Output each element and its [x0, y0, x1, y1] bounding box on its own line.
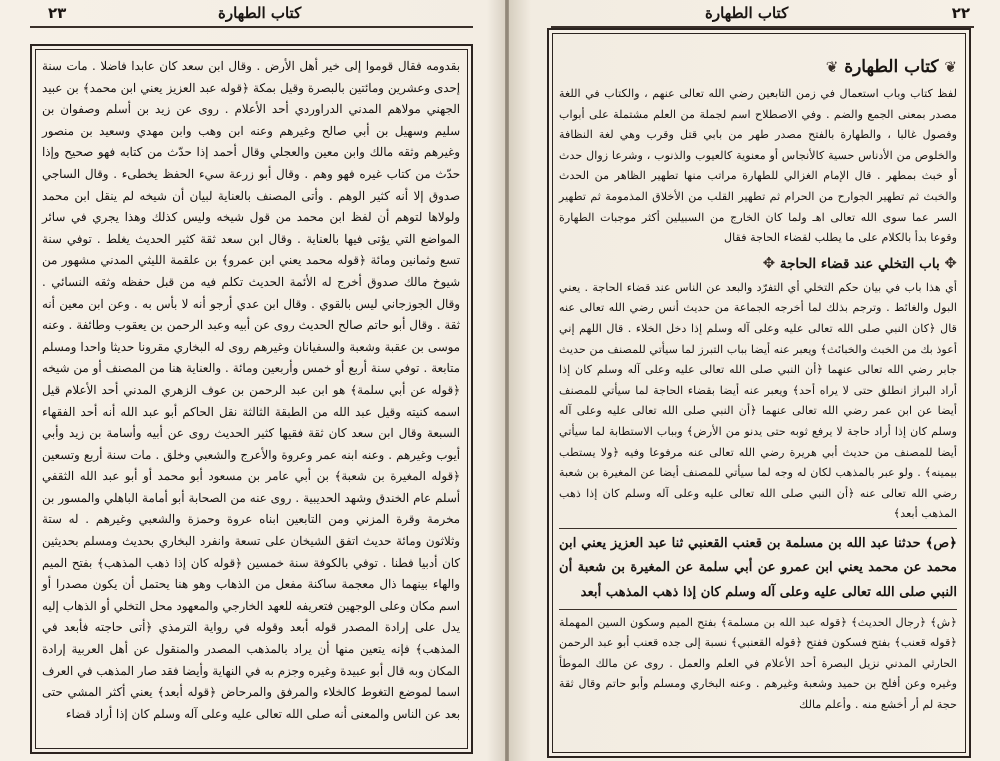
- left-body-text: [42, 56, 460, 725]
- hadith-text: ﴿ص﴾ حدثنا عبد الله بن مسلمة بن قعنب القعنبي ثنا عبد العزيز يعني ابن محمد عن محمد يعني ابن عمرو عن أبي سلمة عن المغيرة بن شعبة أن النبي صلى الله تعالى عليه وعلى آله وسلم كان إذا ذهب المذهب أبعد: [559, 535, 957, 601]
- commentary-text: ﴿ش﴾ ﴿رجال الحديث﴾ ﴿قوله عبد الله بن مسلمة﴾ بفتح الميم وسكون السين المهملة ﴿قوله قعنب﴾ بفتح فسكون ففتح ﴿قوله القعنبي﴾ نسبة إلى جده قعنب أبو عبد الرحمن الحارثي المدني نزيل البصرة أحد الأعلام في العلم والعمل . روى عن مالك الموطأ وغيره وعن أفلح بن حميد وشعبة وغيرهم . وعنه البخاري ومسلم وأبو حاتم وقال ثقة حجة لم أر أخشع منه . وأعلم مالك: [559, 615, 957, 712]
- section-heading: [559, 251, 957, 276]
- divider: [559, 609, 957, 610]
- chapter-title: كتاب الطهارة: [844, 57, 939, 77]
- ornament-icon: ❦: [825, 58, 839, 76]
- left-running-title: كتاب الطهارة: [218, 4, 302, 22]
- ornament-icon: ✥: [762, 253, 776, 272]
- chapter-intro: لفظ كتاب وباب استعمال في زمن التابعين رضي الله تعالى عنهم ، والكتاب في اللغة مصدر بمعنى الجمع والضم . وفي الاصطلاح اسم لجملة من العلم مشتملة على أبواب وفصول غالبا ، والطهارة بالفتح مصدر طهر من بابي قتل وقرب وهي لغة النظافة والخلوص من الأدناس حسية كالأنجاس أو معنوية كالعيوب والذنوب ، وشرعا زوال حدث أو خبث بمطهر . قال الإمام الغزالي للطهارة مراتب منها تطهير الظاهر من الحدث والخبث ثم تطهير الجوارح من الحرام ثم تطهير القلب من الأخلاق المذمومة ثم تطهير السر عما سوى الله تعالى اهـ ولما كان الخارج من السبيلين أكثر موجبات الطهارة وقوعا بدأ بالكلام على ما يطلب لقضاء الحاجة فقال: [559, 87, 957, 245]
- divider: [559, 528, 957, 529]
- right-body-text: [559, 52, 957, 716]
- chapter-heading: [559, 52, 957, 82]
- left-page-number: ٢٣: [48, 4, 67, 22]
- right-running-title: كتاب الطهارة: [705, 4, 789, 22]
- right-page: [509, 0, 1000, 761]
- ornament-icon: ✥: [944, 253, 957, 272]
- section-body: أي هذا باب في بيان حكم التخلي أي التفرّد والبعد عن الناس عند قضاء الحاجة . يعني البول والغائط . وترجم بذلك لما أخرجه الجماعة من حديث أنس رضي الله تعالى عنه قال ﴿كان النبي صلى الله تعالى عليه وعلى آله وسلم إذا دخل الخلاء . قال اللهم إني أعوذ بك من الخبث والخبائث﴾ ويعبر عنه أيضا بباب التبرز لما سيأتي للمصنف من حديث جابر رضي الله تعالى عنهما ﴿أن النبي صلى الله تعالى عليه وعلى آله وسلم كان إذا أراد البراز انطلق حتى لا يراه أحد﴾ ويعبر عنه أيضا بقضاء الحاجة لما سيأتي للمصنف أيضا عن ابن عمر رضي الله تعالى عنهما ﴿أن النبي صلى الله تعالى عليه وعلى آله وسلم كان إذا أراد حاجة لا يرفع ثوبه حتى يدنو من الأرض﴾ وبباب الاستطابة لما سيأتي أيضا للمصنف من حديث أبي هريرة رضي الله تعالى عنه مرفوعا وفيه ﴿ولا يستطب بيمينه﴾ . ولو عبر بالمذهب لكان له وجه لما سيأتي للمصنف أيضا عن المغيرة بن شعبة رضي الله تعالى عنه ﴿أن النبي صلى الله تعالى عليه وعلى آله وسلم كان إذا ذهب المذهب أبعد﴾: [559, 280, 957, 521]
- ornament-icon: ❦: [944, 58, 957, 76]
- left-header-rule: [30, 26, 473, 28]
- section-title: باب التخلي عند قضاء الحاجة: [779, 255, 940, 272]
- right-page-number: ٢٢: [951, 4, 970, 22]
- left-commentary-paragraph: بقدومه فقال قوموا إلى خير أهل الأرض . وقال ابن سعد كان عابدا فاضلا . مات سنة إحدى وعشرين ومائتين بالبصرة وقيل بمكة ﴿قوله عبد العزيز يعني ابن محمد﴾ بن عبيد الجهني مولاهم المدني الدراوردي أحد الأعلام . روى عن زيد بن أسلم وصفوان بن سليم وسهيل بن أبي صالح وغيرهم وعنه ابن وهب وابن مهدي وسعيد بن منصور وغيرهم وثقه مالك وابن معين والعجلي وقال أحمد إذا حدّث من كتابه فهو صحيح وإذا حدّث من كتاب غيره فهو وهم . وقال أبو زرعة سيء الحفظ يخطىء . وقال الساجي صدوق إلا أنه كثير الوهم . وأتى المصنف بالعناية لبيان أن شيخه لم ينقل ابن محمد ولولاها لتوهم أن لفظ ابن محمد من قول شيخه وليس كذلك وهذا يجري في سائر المواضع التي يؤتى فيها بالعناية . وقال ابن سعد ثقة كثير الحديث يغلط . توفي سنة تسع وثمانين ومائة ﴿قوله محمد يعني ابن عمرو﴾ بن علقمة الليثي المدني مشهور من شيوخ مالك صدوق أخرج له الأئمة الحديث تكلم فيه من قبل حفظه وثقه النسائي . وقال الجوزجاني ليس بالقوي . وقال ابن عدي أرجو أنه لا بأس به . وعن ابن معين أنه ثقة . وقال أبو حاتم صالح الحديث روى عن أبيه وعبد الرحمن بن يعقوب وطائفة . وعنه موسى بن عقبة وشعبة والسفيانان وغيرهم روى له البخاري مقرونا حديثا واحدا ومسلم متابعة . توفي سنة أربع أو خمس وأربعين ومائة . والعناية هنا من المصنف أو من شيخه ﴿قوله عن أبي سلمة﴾ هو ابن عبد الرحمن بن عوف الزهري المدني أحد الأعلام قيل اسمه كنيته وقيل عبد الله من الطبقة الثالثة نقل الحاكم أبو عبد الله أنه أحد الفقهاء السبعة وقال ابن سعد كان ثقة فقيها كثير الحديث روى عن أبيه وأسامة بن زيد وأبي أيوب وغيرهم . وعنه ابنه عمر وعروة والأعرج والشعبي وخلق . مات سنة أربع وتسعين ﴿قوله المغيرة بن شعبة﴾ بن أبي عامر بن مسعود أبو محمد أو أبو عبد الله الثقفي أسلم عام الخندق وشهد الحديبية . روى عنه من الصحابة أبو أمامة الباهلي والمسور بن مخرمة وقرة المزني ومن التابعين ابناه عروة وحمزة والشعبي وغيرهم . له ستة وثلاثون ومائة حديث اتفق الشيخان على تسعة وانفرد البخاري بحديث ومسلم بحديثين كان أدبيا فطنا . توفي بالكوفة سنة خمسين ﴿قوله كان إذا ذهب المذهب﴾ بفتح الميم والهاء بينهما ذال معجمة ساكنة مفعل من الذهاب وهو هنا يحتمل أن يكون مصدرا أو اسم مكان وعلى الوجهين فتعريفه للعهد الخارجي والمعهود محل التخلي أو الذهاب إليه يدل على إرادة المصدر قوله أبعد وقوله في رواية الترمذي ﴿أتى حاجته فأبعد في المذهب﴾ فإنه يتعين منها أن يراد بالمذهب المصدر والمنقول عن أهل العربية إرادة المكان وبه قال أبو عبيدة وغيره وجزم به في النهاية وأيضا فقد صار المذهب في العرف اسما لموضع التغوط كالخلاء والمرفق والمرحاض ﴿قوله أبعد﴾ يعني أكثر المشي حتى بعد عن الناس والمعنى أنه صلى الله تعالى عليه وعلى آله وسلم كان إذا أراد قضاء: [42, 59, 460, 721]
